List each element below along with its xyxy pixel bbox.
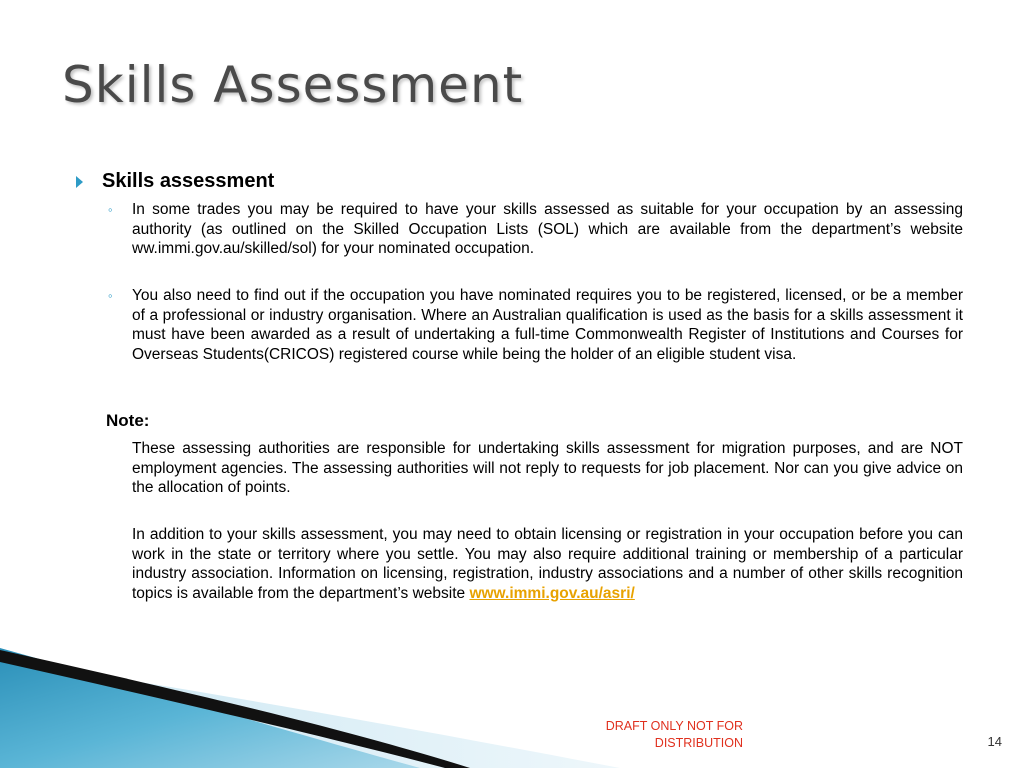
slide-title: Skills Assessment	[62, 56, 524, 114]
paragraph-registration-text: You also need to find out if the occupation you have nominated requires you to be registered, licensed, or be a member of a professional or industry organisation. Where an Australian qualification is used as the basis for a skills assessment it must have been awarded as a result of undertaking a full-time Commonwealth Register of Institutions and Courses for Overseas Students(CRICOS) registered course while being the holder of an eligible student visa.	[132, 287, 963, 363]
circle-bullet-icon: ◦	[108, 202, 113, 217]
draft-notice	[560, 718, 743, 752]
paragraph-authorities-text: These assessing authorities are responsible for undertaking skills assessment for migration purposes, and are NOT employment agencies. The assessing authorities will not reply to requests for job placement. Nor can you give advice on the allocation of points.	[132, 440, 963, 496]
page-number: 14	[987, 734, 1002, 749]
bullet-heading-text: Skills assessment	[102, 170, 275, 192]
paragraph-sol-text: In some trades you may be required to have your skills assessed as suitable for your occupation by an assessing authority (as outlined on the Skilled Occupation Lists (SOL) which are available from the department’s website ww.immi.gov.au/skilled/sol) for your nominated occupation.	[132, 201, 963, 257]
note-label: Note:	[106, 411, 150, 430]
paragraph-licensing-text: In addition to your skills assessment, you may need to obtain licensing or registration in your occupation before you can work in the state or territory where you settle. You may also require additional training or membership of a particular industry association. Information on licensing, registration, industry associations and a number of other skills recognition topics is available from the department’s website	[132, 526, 963, 602]
circle-bullet-icon: ◦	[108, 288, 113, 303]
draft-notice-line2: DISTRIBUTION	[654, 736, 743, 750]
draft-notice-line1: DRAFT ONLY NOT FOR	[605, 719, 743, 733]
asri-link[interactable]: www.immi.gov.au/asri/	[469, 584, 635, 602]
